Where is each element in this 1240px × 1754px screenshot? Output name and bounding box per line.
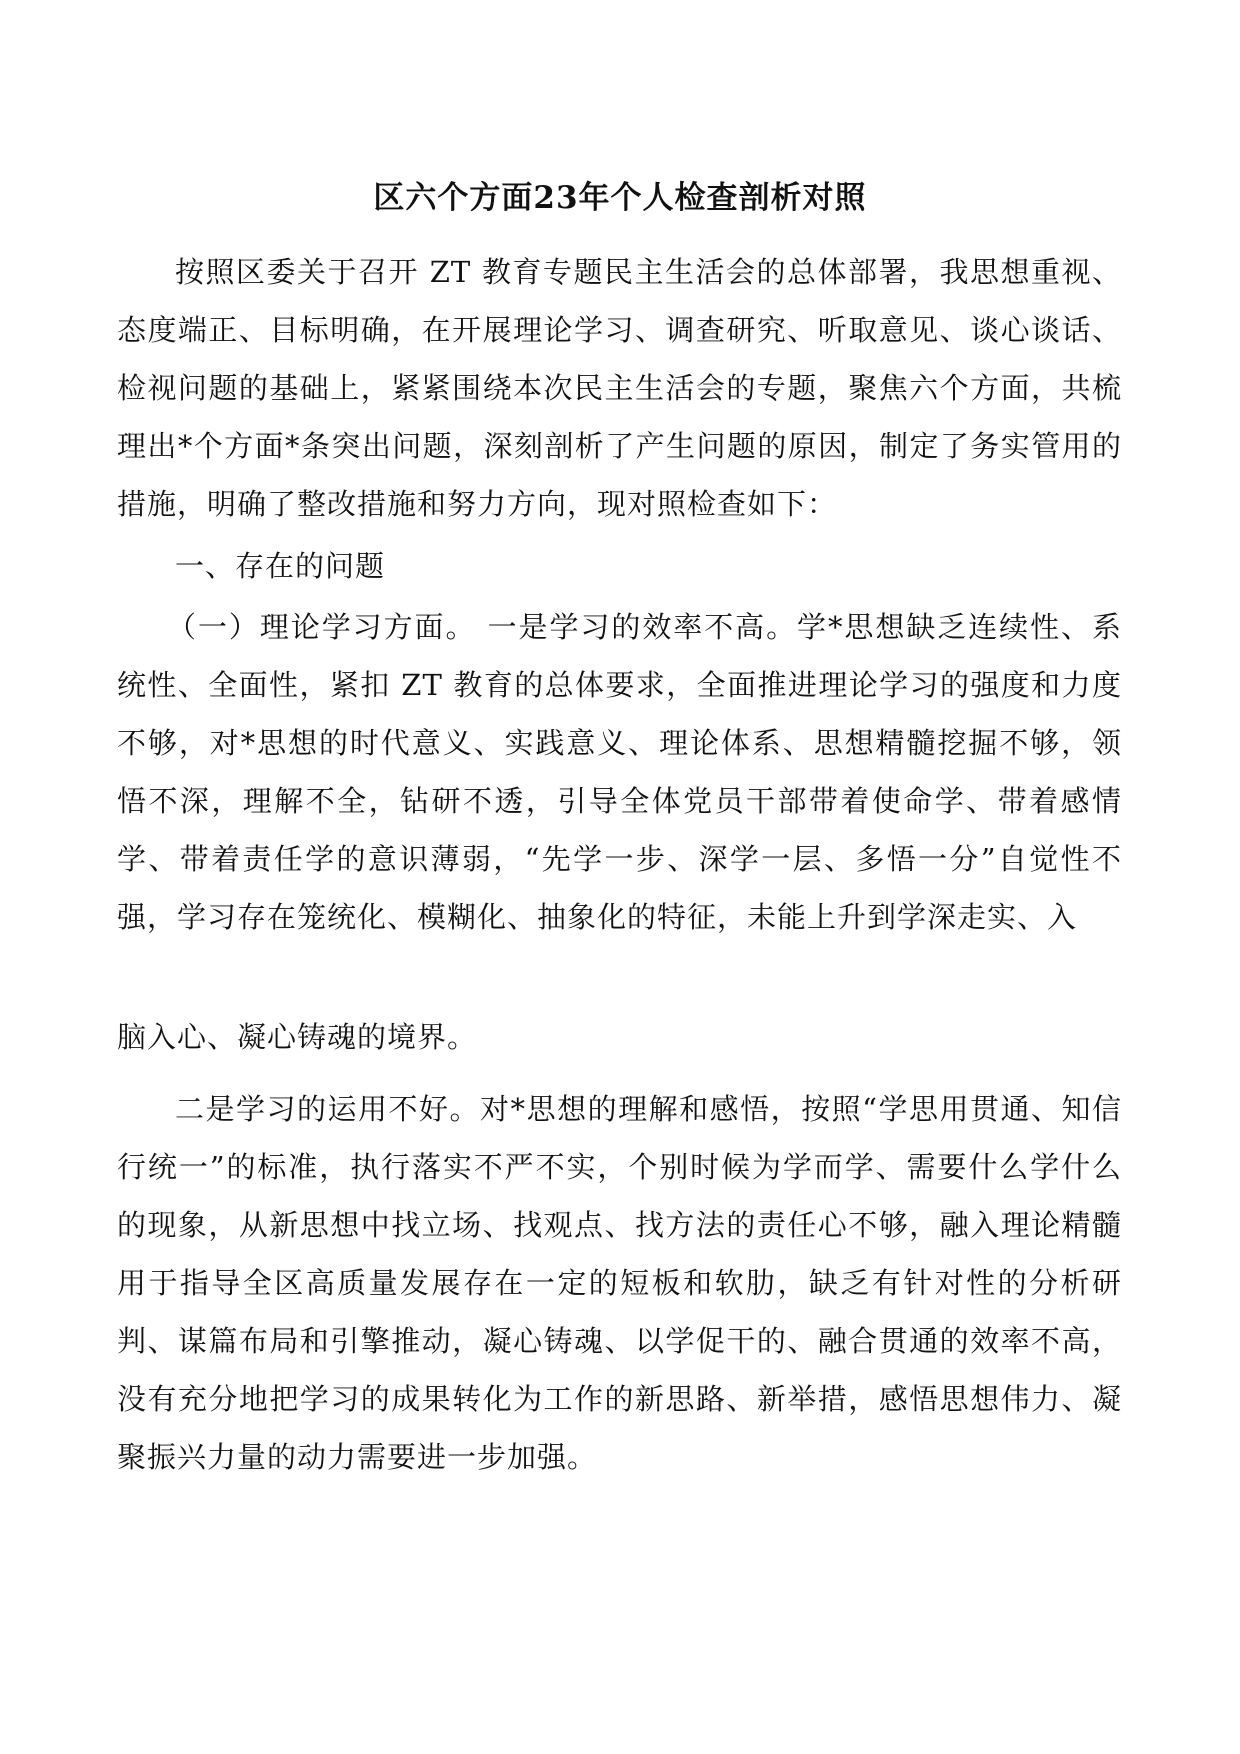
intro-paragraph: 按照区委关于召开 ZT 教育专题民主生活会的总体部署，我思想重视、态度端正、目标明确，在开展理论学习、调查研究、听取意见、谈心谈话、检视问题的基础上，紧紧围绕本次民主生活会的专题，聚焦六个方面，共梳理出*个方面*条突出问题，深刻剖析了产生问题的原因，制定了务实管用的措施，明确了整改措施和努力方向，现对照检查如下： (117, 255, 1122, 521)
section-heading-problems: 一、存在的问题 (175, 549, 386, 583)
study-application-paragraph: 二是学习的运用不好。对*思想的理解和感悟，按照“学思用贯通、知信行统一”的标准，执行落实不严不实，个别时候为学而学、需要什么学什么的现象，从新思想中找立场、找观点、找方法的责任心不够，融入理论精髓用于指导全区高质量发展存在一定的短板和软肋，缺乏有针对性的分析研判、谋篇布局和引擎推动，凝心铸魂、以学促干的、融合贯通的效率不高，没有充分地把学习的成果转化为工作的新思路、新举措，感悟思想伟力、凝聚振兴力量的动力需要进一步加强。 (117, 1092, 1122, 1474)
theory-study-paragraph-continued: 脑入心、凝心铸魂的境界。 (117, 1020, 478, 1054)
document-title: 区六个方面23年个人检查剖析对照 (373, 180, 867, 216)
theory-study-paragraph: （一）理论学习方面。 一是学习的效率不高。学*思想缺乏连续性、系统性、全面性，紧扣 ZT 教育的总体要求，全面推进理论学习的强度和力度 不够，对*思想的时代意义、实践意义、理论体系、思想精髓挖掘不够，领 悟不深，理解不全，钻研不透，引导全体党员干部带着使命学、带着感情 学、带着责任学的意识薄弱，“先学一步、深学一层、多悟一分”自觉性不 强，学习存在笼统化、模糊化、抽象化的特征，未能上升到学深走实、入 (117, 610, 1122, 934)
